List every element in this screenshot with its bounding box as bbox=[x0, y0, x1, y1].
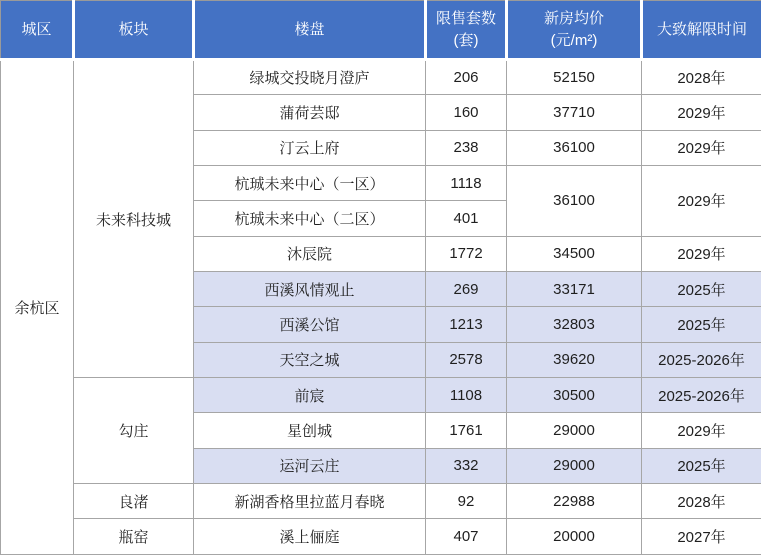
time-cell: 2029年 bbox=[642, 95, 761, 130]
units-cell: 1213 bbox=[426, 307, 507, 342]
table-row bbox=[1, 378, 761, 413]
header-estate bbox=[194, 1, 426, 60]
header-units bbox=[426, 1, 507, 60]
header-time bbox=[642, 1, 761, 60]
estate-cell: 蒲荷芸邸 bbox=[194, 95, 426, 130]
units-cell: 332 bbox=[426, 448, 507, 483]
time-cell: 2027年 bbox=[642, 519, 761, 555]
units-cell: 238 bbox=[426, 130, 507, 165]
time-cell: 2029年 bbox=[642, 130, 761, 165]
estate-cell: 西溪公馆 bbox=[194, 307, 426, 342]
units-cell: 401 bbox=[426, 201, 507, 236]
header-row bbox=[1, 1, 761, 60]
time-cell: 2025年 bbox=[642, 272, 761, 307]
price-cell: 36100 bbox=[507, 166, 642, 237]
time-cell: 2025年 bbox=[642, 448, 761, 483]
price-cell: 20000 bbox=[507, 519, 642, 555]
time-cell: 2029年 bbox=[642, 166, 761, 237]
table-row bbox=[1, 60, 761, 95]
units-cell: 269 bbox=[426, 272, 507, 307]
header-time-label: 大致解限时间 bbox=[656, 20, 747, 38]
units-cell: 407 bbox=[426, 519, 507, 555]
section-cell: 良渚 bbox=[74, 484, 194, 519]
header-estate-label: 楼盘 bbox=[294, 20, 325, 38]
header-price-sublabel: (元/m²) bbox=[550, 31, 598, 49]
table-row bbox=[1, 484, 761, 519]
units-cell: 1772 bbox=[426, 236, 507, 271]
units-cell: 92 bbox=[426, 484, 507, 519]
price-cell: 39620 bbox=[507, 342, 642, 377]
price-cell: 29000 bbox=[507, 413, 642, 448]
estate-cell: 运河云庄 bbox=[194, 448, 426, 483]
estate-cell: 杭珹未来中心（二区） bbox=[194, 201, 426, 236]
estate-cell: 溪上俪庭 bbox=[194, 519, 426, 555]
estate-cell: 西溪风情观止 bbox=[194, 272, 426, 307]
table-row bbox=[1, 519, 761, 555]
header-units-label: 限售套数 bbox=[435, 9, 496, 27]
table-body bbox=[1, 60, 761, 555]
estate-cell: 新湖香格里拉蓝月春晓 bbox=[194, 484, 426, 519]
estate-cell: 汀云上府 bbox=[194, 130, 426, 165]
table-header bbox=[1, 1, 761, 60]
district-cell: 余杭区 bbox=[1, 60, 74, 555]
price-cell: 22988 bbox=[507, 484, 642, 519]
price-cell: 37710 bbox=[507, 95, 642, 130]
units-cell: 2578 bbox=[426, 342, 507, 377]
price-cell: 52150 bbox=[507, 60, 642, 95]
price-cell: 32803 bbox=[507, 307, 642, 342]
section-cell: 未来科技城 bbox=[74, 60, 194, 378]
time-cell: 2029年 bbox=[642, 236, 761, 271]
price-cell: 36100 bbox=[507, 130, 642, 165]
time-cell: 2025-2026年 bbox=[642, 378, 761, 413]
estate-cell: 沐辰院 bbox=[194, 236, 426, 271]
estate-cell: 星创城 bbox=[194, 413, 426, 448]
time-cell: 2029年 bbox=[642, 413, 761, 448]
units-cell: 1108 bbox=[426, 378, 507, 413]
estate-cell: 绿城交投晓月澄庐 bbox=[194, 60, 426, 95]
section-cell: 瓶窑 bbox=[74, 519, 194, 555]
header-price-label: 新房均价 bbox=[543, 9, 604, 27]
units-cell: 160 bbox=[426, 95, 507, 130]
header-units-sublabel: (套) bbox=[453, 31, 479, 49]
price-cell: 33171 bbox=[507, 272, 642, 307]
estate-cell: 天空之城 bbox=[194, 342, 426, 377]
estate-cell: 杭珹未来中心（一区） bbox=[194, 166, 426, 201]
section-cell: 勾庄 bbox=[74, 378, 194, 484]
estate-cell: 前宸 bbox=[194, 378, 426, 413]
time-cell: 2025年 bbox=[642, 307, 761, 342]
units-cell: 1118 bbox=[426, 166, 507, 201]
time-cell: 2025-2026年 bbox=[642, 342, 761, 377]
units-cell: 206 bbox=[426, 60, 507, 95]
header-city bbox=[1, 1, 74, 60]
time-cell: 2028年 bbox=[642, 60, 761, 95]
price-cell: 34500 bbox=[507, 236, 642, 271]
price-cell: 29000 bbox=[507, 448, 642, 483]
price-cell: 30500 bbox=[507, 378, 642, 413]
header-section bbox=[74, 1, 194, 60]
units-cell: 1761 bbox=[426, 413, 507, 448]
header-section-label: 板块 bbox=[118, 20, 149, 38]
header-price bbox=[507, 1, 642, 60]
header-city-label: 城区 bbox=[21, 20, 52, 38]
time-cell: 2028年 bbox=[642, 484, 761, 519]
